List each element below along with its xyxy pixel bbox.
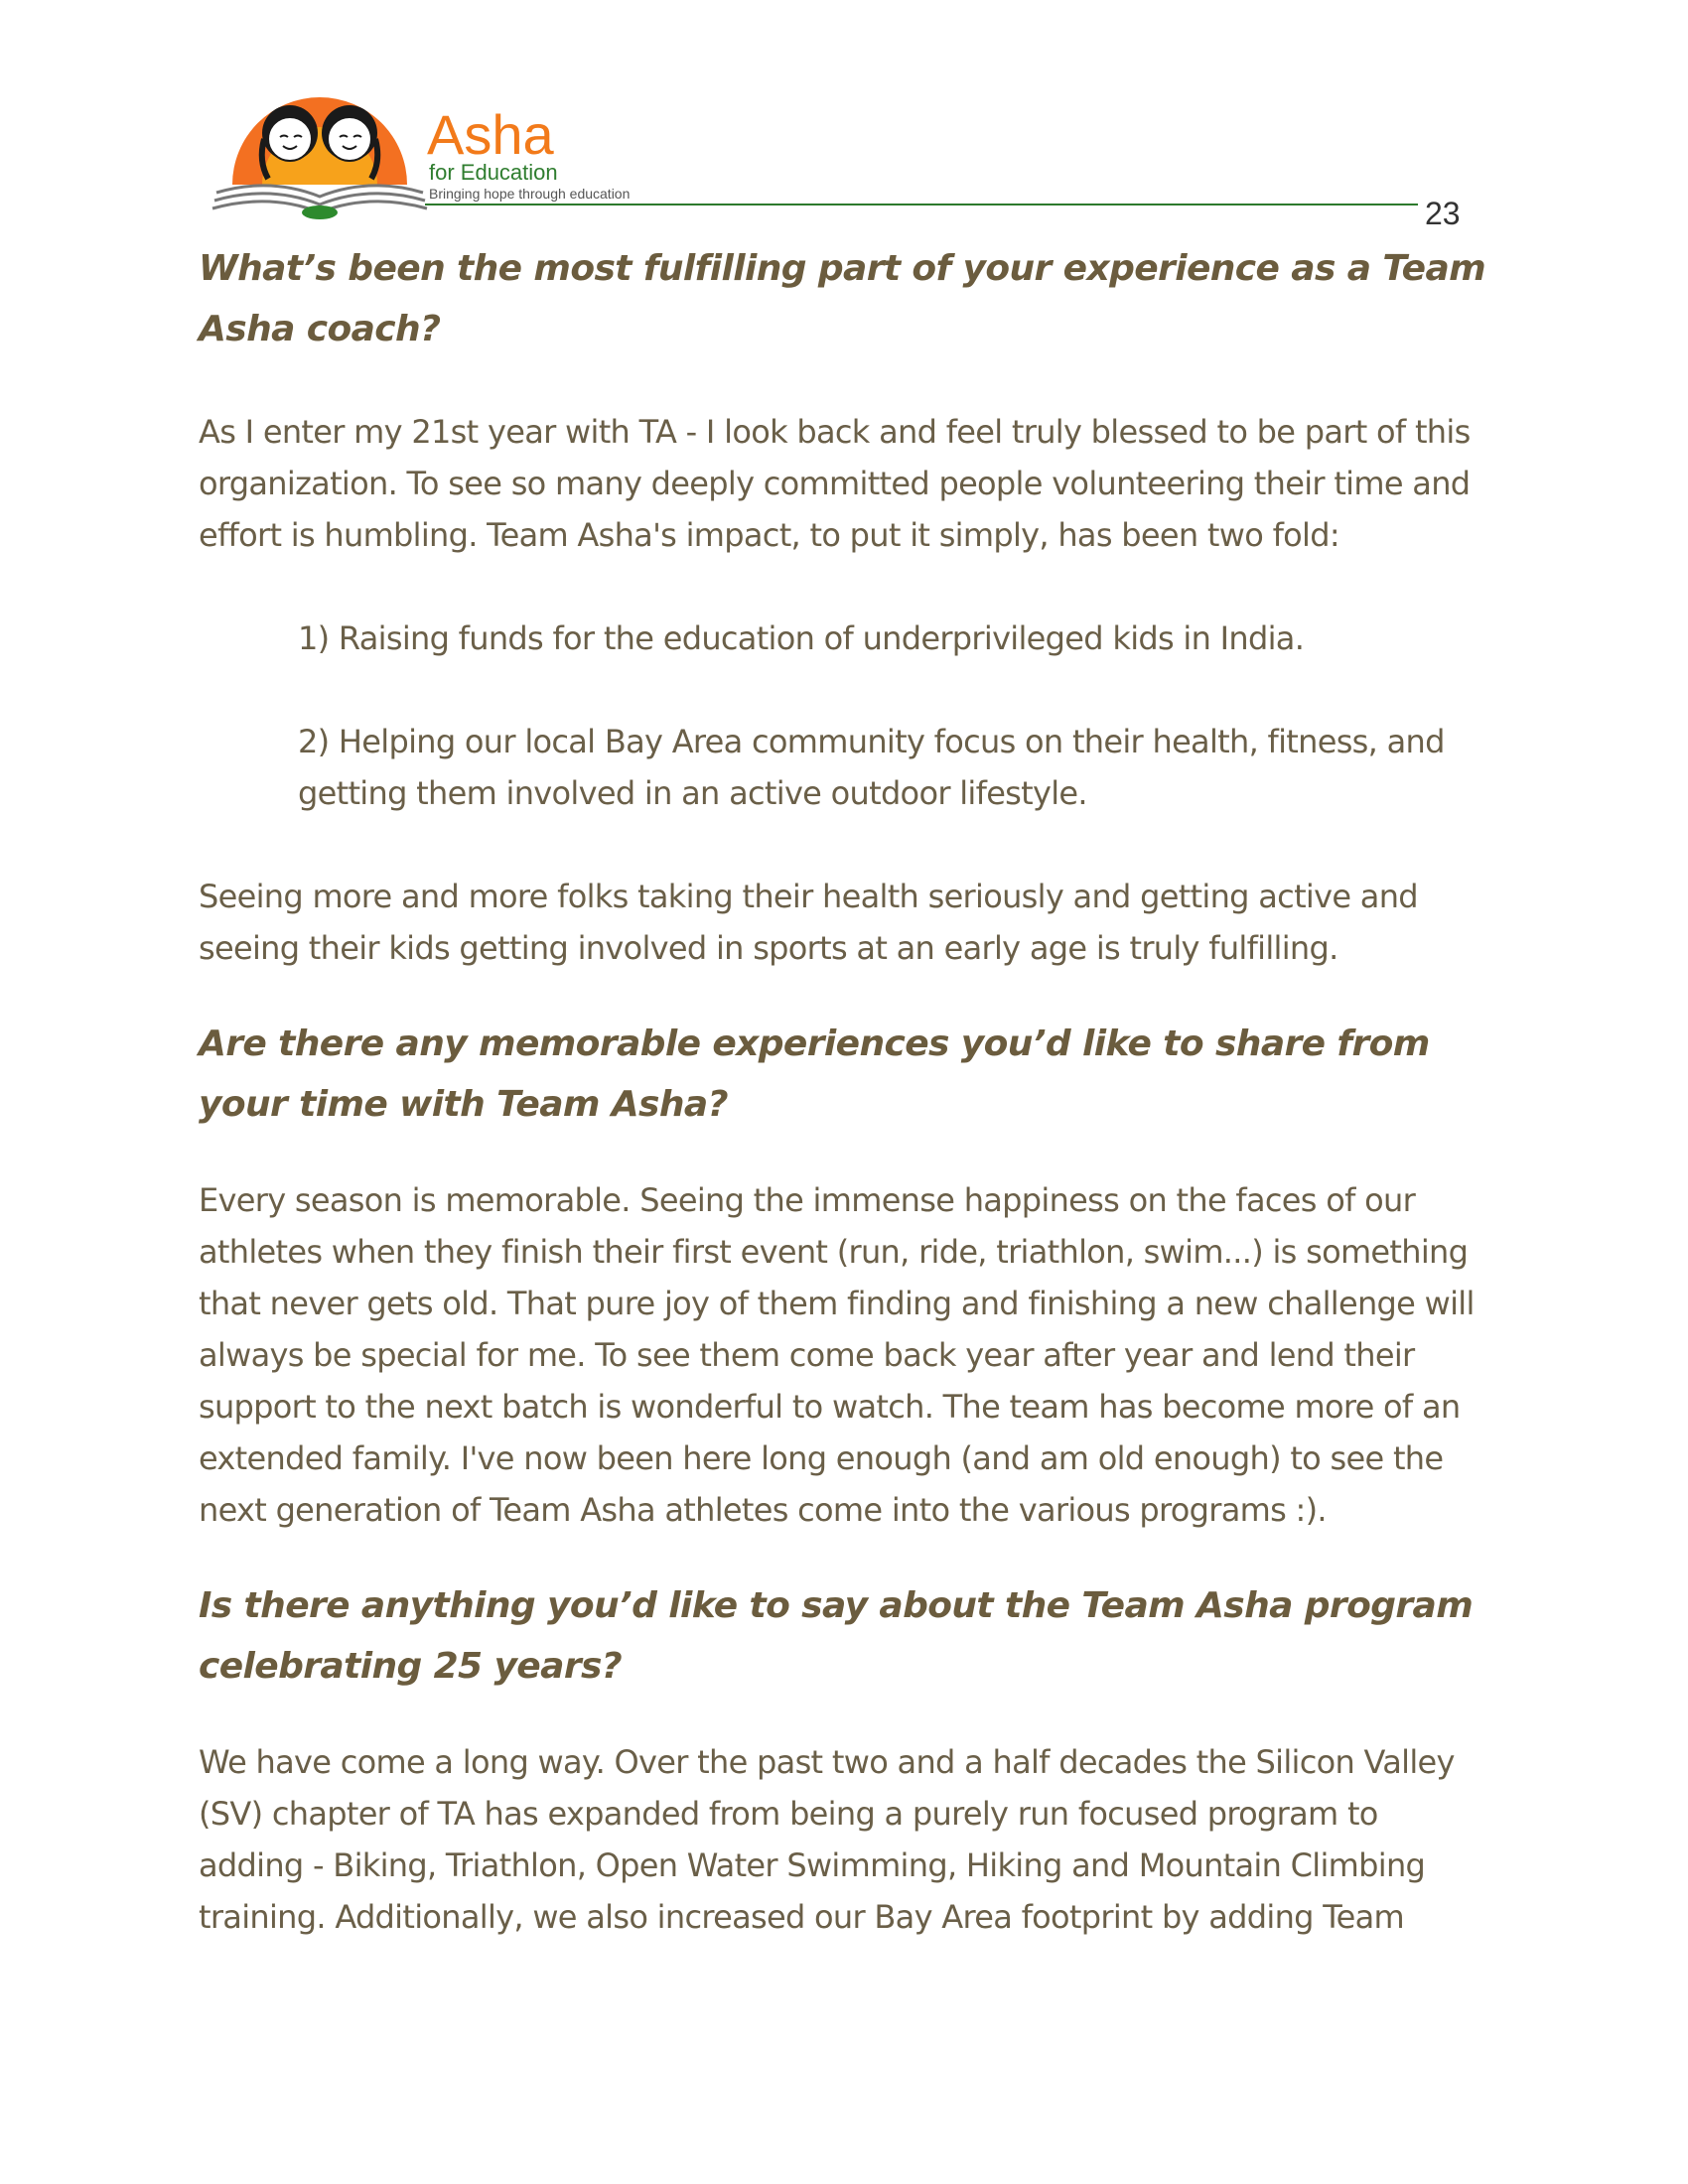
paragraph: Every season is memorable. Seeing the immense happiness on the faces of our athletes when they finish their first event (run, ride, triathlon, swim...) is something that never gets old. That pure joy of them finding and finishing a new challenge will always be special for me. To see them come back year after year and lend their support to the next batch is wonderful to watch. The team has become more of an extended family. I've now been here long enough (and am old enough) to see the next generation of Team Asha athletes come into the various programs :).: [199, 1181, 1475, 1529]
header-rule: [425, 204, 1418, 205]
list-item: 1) Raising funds for the education of underprivileged kids in India.: [298, 619, 1305, 657]
question-heading: Is there anything you’d like to say about the Team Asha program celebrating 25 years?: [199, 1585, 1474, 1687]
question-heading: Are there any memorable experiences you’d like to share from your time with Team Asha?: [199, 1024, 1430, 1125]
page-number: 23: [1425, 196, 1461, 231]
list-item: 2) Helping our local Bay Area community focus on their health, fitness, and getting them involved in an active outdoor lifestyle.: [298, 723, 1445, 812]
brand-tagline: Bringing hope through education: [429, 186, 631, 202]
page-header: [0, 0, 1688, 238]
article-body: [199, 238, 1489, 1943]
brand-name: Asha: [427, 103, 554, 166]
question-heading: What’s been the most fulfilling part of your experience as a Team Asha coach?: [199, 248, 1486, 349]
paragraph: Seeing more and more folks taking their health seriously and getting active and seeing their kids getting involved in sports at an early age is truly fulfilling.: [199, 878, 1418, 967]
paragraph: We have come a long way. Over the past two and a half decades the Silicon Valley (SV) chapter of TA has expanded from being a purely run focused program to adding - Biking, Triathlon, Open Water Swimming, Hiking and Mountain Climbing training. Additionally, we also increased our Bay Area footprint by adding Team: [199, 1743, 1455, 1936]
asha-logo-icon: [211, 89, 429, 220]
brand-subtitle: for Education: [429, 160, 558, 185]
paragraph: As I enter my 21st year with TA - I look back and feel truly blessed to be part of this organization. To see so many deeply committed people volunteering their time and effort is humbling. Team Asha's impact, to put it simply, has been two fold:: [199, 413, 1471, 554]
